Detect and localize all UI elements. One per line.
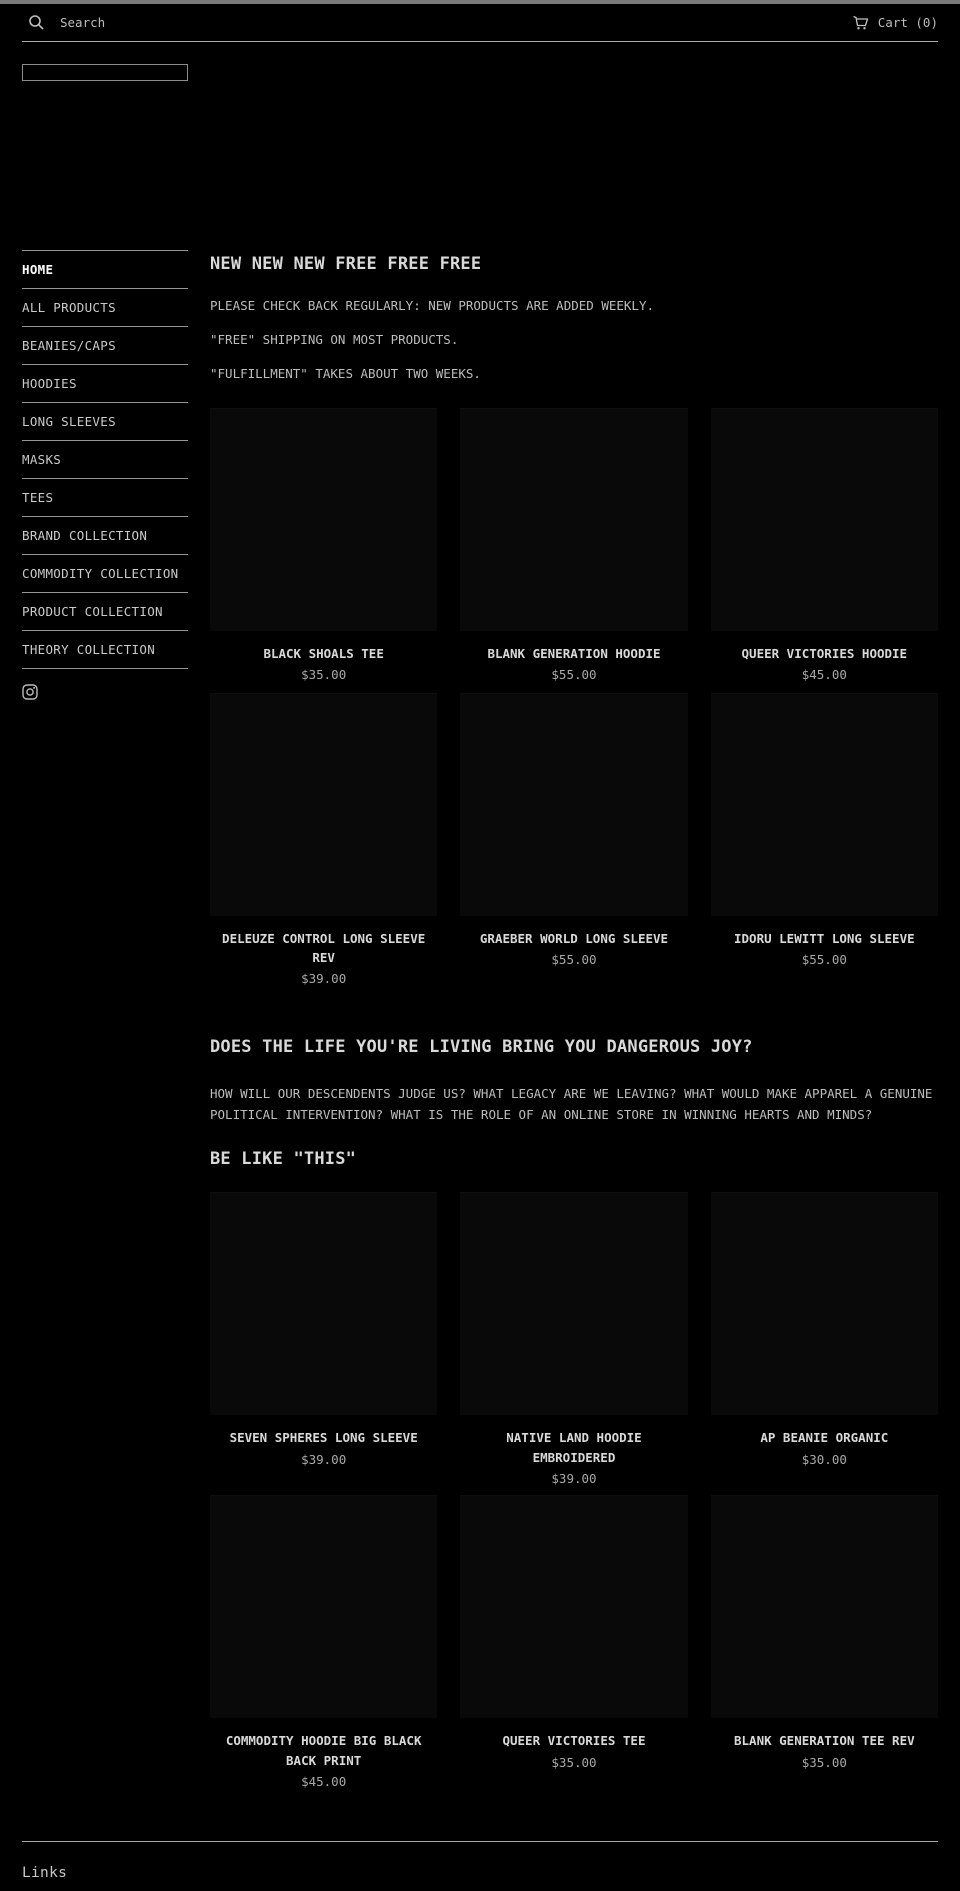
product-caption <box>210 631 437 693</box>
product-price: $30.00 <box>801 1451 847 1467</box>
product-card <box>210 1192 437 1495</box>
product-card <box>460 1495 687 1798</box>
product-caption <box>460 916 687 978</box>
product-price: $55.00 <box>551 667 597 682</box>
header-bar <box>22 4 938 42</box>
product-price: $45.00 <box>801 667 847 682</box>
product-image[interactable] <box>210 1192 437 1415</box>
sidebar-item-long-sleeves[interactable]: LONG SLEEVES <box>22 402 188 440</box>
main-content <box>210 250 938 1798</box>
product-title[interactable]: DELEUZE CONTROL LONG SLEEVE REV <box>222 930 426 965</box>
product-image[interactable] <box>460 1495 687 1718</box>
search-input[interactable] <box>22 64 188 81</box>
section-paragraph: HOW WILL OUR DESCENDENTS JUDGE US? WHAT LEGACY ARE WE LEAVING? WHAT WOULD MAKE APPAREL A GENUINE POLITICAL INTERVENTION? WHAT IS THE ROLE OF AN ONLINE STORE IN WINNING HEARTS AND MINDS? <box>210 1086 933 1123</box>
product-title[interactable]: COMMODITY HOODIE BIG BLACK BACK PRINT <box>225 1733 422 1768</box>
product-title[interactable]: SEVEN SPHERES LONG SLEEVE <box>229 1430 418 1446</box>
sidebar-item-all-products[interactable]: ALL PRODUCTS <box>22 288 188 326</box>
product-title[interactable]: GRAEBER WORLD LONG SLEEVE <box>479 930 669 946</box>
section-title: DOES THE LIFE YOU'RE LIVING BRING YOU DANGEROUS JOY? <box>210 1037 753 1058</box>
sidebar-nav <box>22 250 188 700</box>
product-price: $39.00 <box>301 971 347 987</box>
sidebar-item-beanies-caps[interactable]: BEANIES/CAPS <box>22 326 188 364</box>
cart-label: Cart (0) <box>877 15 938 30</box>
product-price: $55.00 <box>551 952 597 967</box>
product-price: $39.00 <box>551 1470 597 1486</box>
instagram-icon <box>22 684 38 700</box>
product-card <box>460 693 687 990</box>
page-title: NEW NEW NEW FREE FREE FREE <box>210 254 482 274</box>
sidebar-item-theory-collection[interactable]: THEORY COLLECTION <box>22 630 188 669</box>
footer-links-title: Links <box>22 1865 68 1882</box>
logo-area[interactable] <box>22 81 938 250</box>
sidebar-item-home[interactable]: HOME <box>22 250 188 288</box>
sidebar-item-brand-collection[interactable]: BRAND COLLECTION <box>22 516 188 554</box>
product-caption <box>210 916 437 990</box>
product-card <box>210 408 437 693</box>
product-card <box>711 1495 938 1798</box>
product-card <box>460 408 687 693</box>
product-price: $35.00 <box>551 1754 597 1770</box>
product-card <box>711 1192 938 1495</box>
product-caption <box>711 631 938 693</box>
social-links <box>22 684 188 700</box>
section-subtitle: BE LIKE "THIS" <box>210 1149 357 1170</box>
product-image[interactable] <box>210 1495 437 1718</box>
product-caption <box>210 1415 437 1495</box>
product-card <box>711 693 938 990</box>
sidebar-item-commodity-collection[interactable]: COMMODITY COLLECTION <box>22 554 188 592</box>
search-row <box>22 64 938 81</box>
product-caption <box>711 1415 938 1495</box>
product-image[interactable] <box>210 408 437 631</box>
product-grid-2 <box>210 1192 938 1798</box>
cart-button[interactable] <box>852 15 938 31</box>
product-image[interactable] <box>460 1192 687 1415</box>
product-price: $45.00 <box>301 1773 347 1789</box>
product-caption <box>460 631 687 693</box>
product-grid-1 <box>210 408 938 990</box>
product-caption <box>460 1415 687 1495</box>
sidebar-item-hoodies[interactable]: HOODIES <box>22 364 188 402</box>
product-caption <box>711 916 938 978</box>
instagram-link[interactable] <box>22 684 188 700</box>
product-caption <box>460 1718 687 1798</box>
product-price: $39.00 <box>301 1451 347 1467</box>
product-card <box>711 408 938 693</box>
sidebar-item-masks[interactable]: MASKS <box>22 440 188 478</box>
product-image[interactable] <box>711 408 938 631</box>
sidebar-item-product-collection[interactable]: PRODUCT COLLECTION <box>22 592 188 630</box>
product-card <box>460 1192 687 1495</box>
product-caption <box>711 1718 938 1798</box>
product-title[interactable]: IDORU LEWITT LONG SLEEVE <box>734 930 915 946</box>
product-title[interactable]: NATIVE LAND HOODIE EMBROIDERED <box>506 1430 642 1465</box>
sidebar-item-tees[interactable]: TEES <box>22 478 188 516</box>
search-toggle[interactable] <box>28 14 105 31</box>
footer <box>22 1841 938 1891</box>
product-title[interactable]: BLACK SHOALS TEE <box>263 645 384 661</box>
product-title[interactable]: AP BEANIE ORGANIC <box>760 1430 889 1446</box>
product-price: $55.00 <box>801 952 847 967</box>
product-title[interactable]: QUEER VICTORIES TEE <box>502 1733 646 1749</box>
search-label: Search <box>60 15 106 30</box>
intro-paragraph: "FULFILLMENT" TAKES ABOUT TWO WEEKS. <box>210 365 481 381</box>
product-image[interactable] <box>711 1495 938 1718</box>
product-image[interactable] <box>711 1192 938 1415</box>
intro-paragraph: PLEASE CHECK BACK REGULARLY: NEW PRODUCTS ARE ADDED WEEKLY. <box>210 298 655 313</box>
product-title[interactable]: BLANK GENERATION TEE REV <box>734 1733 915 1749</box>
search-icon <box>28 14 45 31</box>
product-card <box>210 1495 437 1798</box>
product-image[interactable] <box>460 693 687 916</box>
product-price: $35.00 <box>301 667 347 682</box>
product-card <box>210 693 437 990</box>
product-caption <box>210 1718 437 1798</box>
product-image[interactable] <box>711 693 938 916</box>
product-price: $35.00 <box>801 1754 847 1770</box>
editorial-section <box>210 1037 938 1169</box>
cart-icon <box>852 15 869 31</box>
product-title[interactable]: BLANK GENERATION HOODIE <box>487 645 661 661</box>
intro-paragraph: "FREE" SHIPPING ON MOST PRODUCTS. <box>210 331 459 347</box>
product-title[interactable]: QUEER VICTORIES HOODIE <box>741 645 908 661</box>
product-image[interactable] <box>460 408 687 631</box>
product-image[interactable] <box>210 693 437 916</box>
